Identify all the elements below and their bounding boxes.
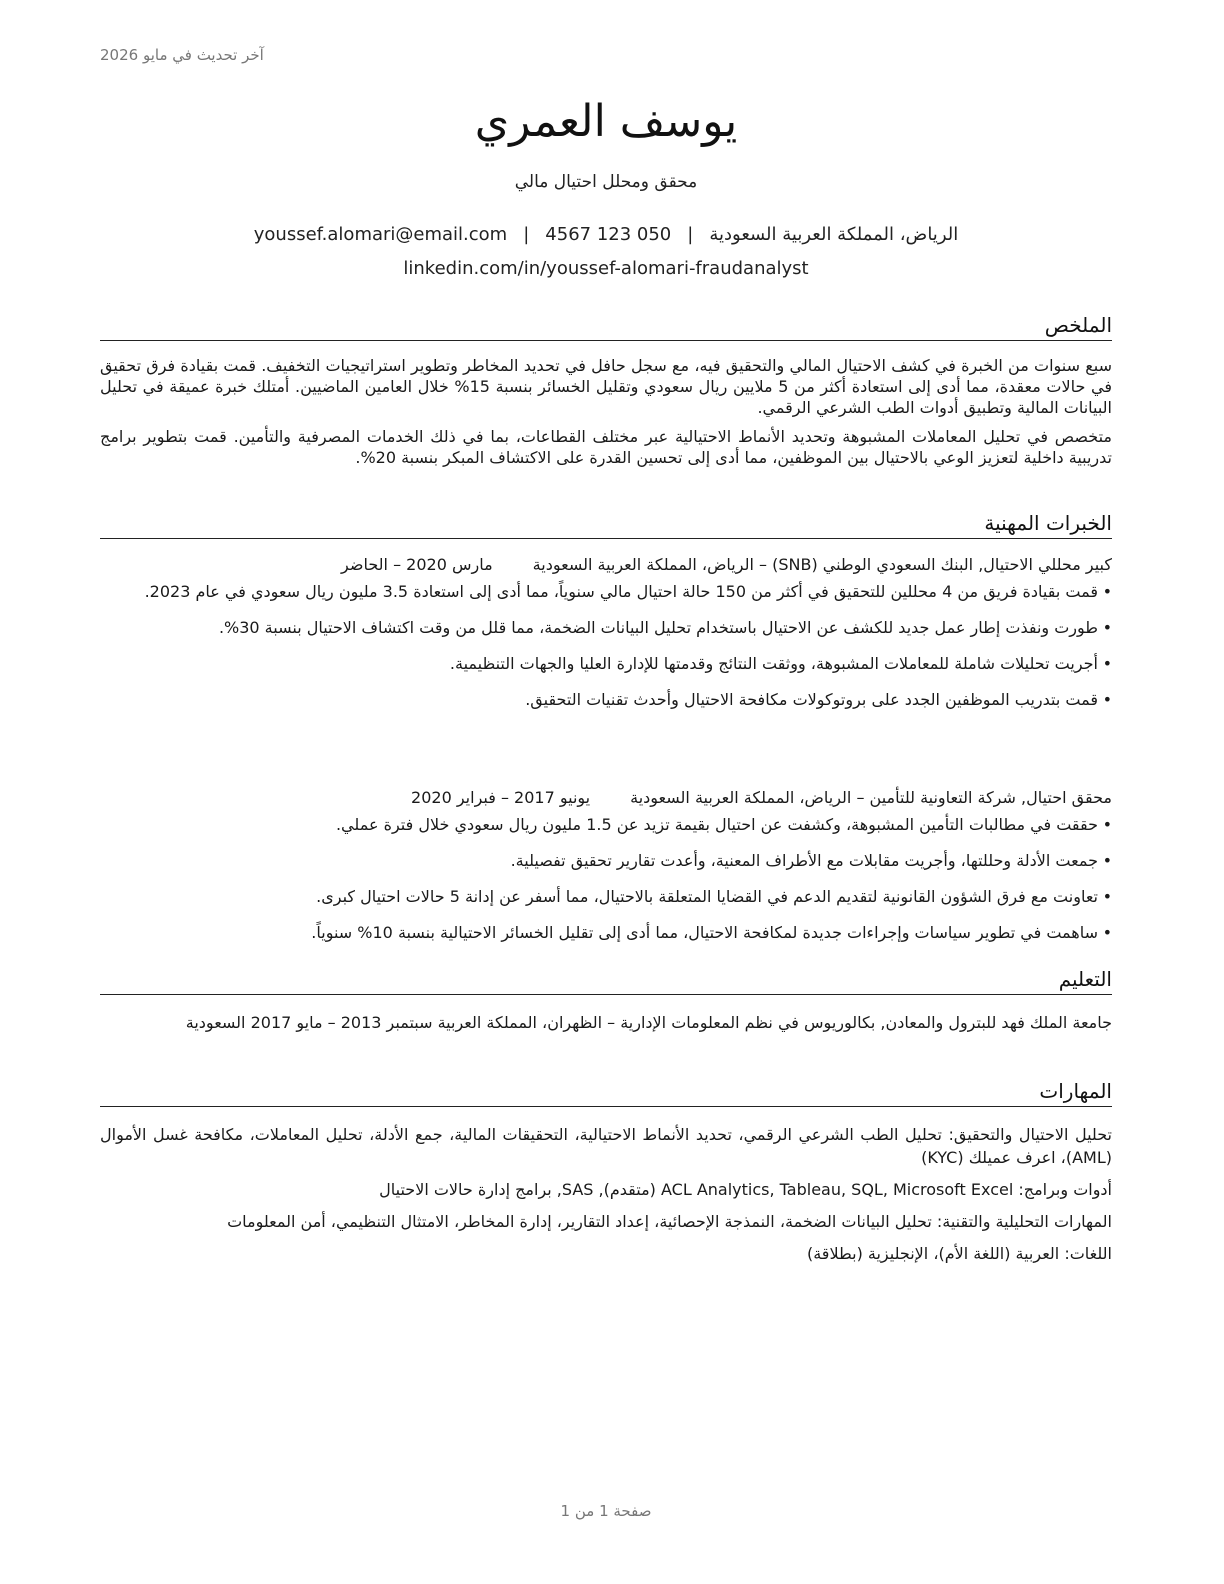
job-bullet: • قمت بقيادة فريق من 4 محللين للتحقيق في أكثر من 150 حالة احتيال مالي سنوياً، مما أدى إلى استعادة 3.5 مليون ريال سعودي في عام 2023. xyxy=(100,580,1098,603)
contact-location: الرياض، المملكة العربية السعودية xyxy=(709,224,959,245)
job-bullet: • حققت في مطالبات التأمين المشبوهة، وكشفت عن احتيال بقيمة تزيد عن 1.5 مليون ريال سعودي خلال فترة عملي. xyxy=(100,813,1098,836)
summary-heading: الملخص xyxy=(100,312,1112,341)
contact-separator: | xyxy=(523,224,530,245)
candidate-title: محقق ومحلل احتيال مالي xyxy=(514,172,698,192)
job-bullet: • ساهمت في تطوير سياسات وإجراءات جديدة لمكافحة الاحتيال، مما أدى إلى تقليل الخسائر الاحتيالية بنسبة 10% سنوياً. xyxy=(100,921,1098,944)
skills-heading: المهارات xyxy=(100,1078,1112,1107)
linkedin-link[interactable]: linkedin.com/in/youssef-alomari-fraudanalyst xyxy=(403,258,809,279)
resume-page xyxy=(100,0,1112,1584)
job-header xyxy=(100,554,1112,576)
job-bullet: • طورت ونفذت إطار عمل جديد للكشف عن الاحتيال باستخدام تحليل البيانات الضخمة، مما قلل من وقت اكتشاف الاحتيال بنسبة 30%. xyxy=(100,616,1098,639)
skill-item: تحليل الاحتيال والتحقيق: تحليل الطب الشرعي الرقمي، تحديد الأنماط الاحتيالية، التحقيقات المالية، جمع الأدلة، تحليل المعاملات، مكافحة غسل الأموال (AML)، اعرف عميلك (KYC) xyxy=(100,1125,1112,1167)
contact-line xyxy=(100,224,1112,245)
job-dates: يونيو 2017 – فبراير 2020 xyxy=(411,788,591,807)
skills-section xyxy=(100,1123,1112,1274)
experience-heading: الخبرات المهنية xyxy=(100,510,1112,539)
job-entry xyxy=(100,554,1112,724)
education-heading: التعليم xyxy=(100,966,1112,995)
summary-paragraph: متخصص في تحليل المعاملات المشبوهة وتحديد الأنماط الاحتيالية عبر مختلف القطاعات، بما في ذلك الخدمات المصرفية والتأمين. قمت بتطوير برامج تدريبية داخلية لتعزيز الوعي بالاحتيال بين الموظفين، مما أدى إلى تحسين القدرة على الاكتشاف المبكر بنسبة 20%. xyxy=(100,427,1112,467)
job-bullet: • قمت بتدريب الموظفين الجدد على بروتوكولات مكافحة الاحتيال وأحدث تقنيات التحقيق. xyxy=(100,688,1098,711)
page-number: صفحة 1 من 1 xyxy=(560,1502,652,1520)
job-header xyxy=(100,787,1112,809)
job-bullet: • تعاونت مع فرق الشؤون القانونية لتقديم الدعم في القضايا المتعلقة بالاحتيال، مما أسفر عن إدانة 5 حالات احتيال كبرى. xyxy=(100,885,1098,908)
job-bullet: • جمعت الأدلة وحللتها، وأجريت مقابلات مع الأطراف المعنية، وأعدت تقارير تحقيق تفصيلية. xyxy=(100,849,1098,872)
last-updated: آخر تحديث في مايو 2026 xyxy=(100,46,264,64)
contact-separator: | xyxy=(687,224,694,245)
summary-paragraph: سبع سنوات من الخبرة في كشف الاحتيال المالي والتحقيق فيه، مع سجل حافل في تحديد المخاطر وتطوير استراتيجيات التخفيف. قمت بقيادة فرق تحقيق في حالات معقدة، مما أدى إلى استعادة أكثر من 5 ملايين ريال سعودي وتقليل الخسائر بنسبة 15% خلال العامين الماضيين. أمتلك خبرة عميقة في تحليل البيانات المالية وتطبيق أدوات الطب الشرعي الرقمي. xyxy=(100,356,1112,417)
job-role: كبير محللي الاحتيال, البنك السعودي الوطني (SNB) – الرياض، المملكة العربية السعودية xyxy=(532,555,1112,574)
contact-email[interactable]: youssef.alomari@email.com xyxy=(253,224,508,245)
job-bullets xyxy=(100,580,1112,711)
education-entry: جامعة الملك فهد للبترول والمعادن, بكالوريوس في نظم المعلومات الإدارية – الظهران، المملكة العربية سبتمبر 2013 – مايو 2017 السعودية xyxy=(185,1013,1112,1032)
candidate-name: يوسف العمري xyxy=(474,96,738,147)
job-bullets xyxy=(100,813,1112,944)
job-dates: مارس 2020 – الحاضر xyxy=(341,555,493,574)
contact-phone: 4567 123 050 xyxy=(545,224,672,245)
job-role: محقق احتيال, شركة التعاونية للتأمين – الرياض، المملكة العربية السعودية xyxy=(630,788,1112,807)
summary-section xyxy=(100,355,1112,476)
skill-item: اللغات: العربية (اللغة الأم)، الإنجليزية (بطلاقة) xyxy=(806,1244,1112,1263)
skill-item: المهارات التحليلية والتقنية: تحليل البيانات الضخمة، النمذجة الإحصائية، إعداد التقارير، إدارة المخاطر، الامتثال التنظيمي، أمن المعلومات xyxy=(227,1212,1112,1231)
job-bullet: • أجريت تحليلات شاملة للمعاملات المشبوهة، ووثقت النتائج وقدمتها للإدارة العليا والجهات التنظيمية. xyxy=(100,652,1098,675)
skill-item: أدوات وبرامج: ACL Analytics, Tableau, SQL, Microsoft Excel (متقدم), SAS, برامج إدارة حالات الاحتيال xyxy=(379,1180,1112,1199)
job-entry xyxy=(100,787,1112,957)
